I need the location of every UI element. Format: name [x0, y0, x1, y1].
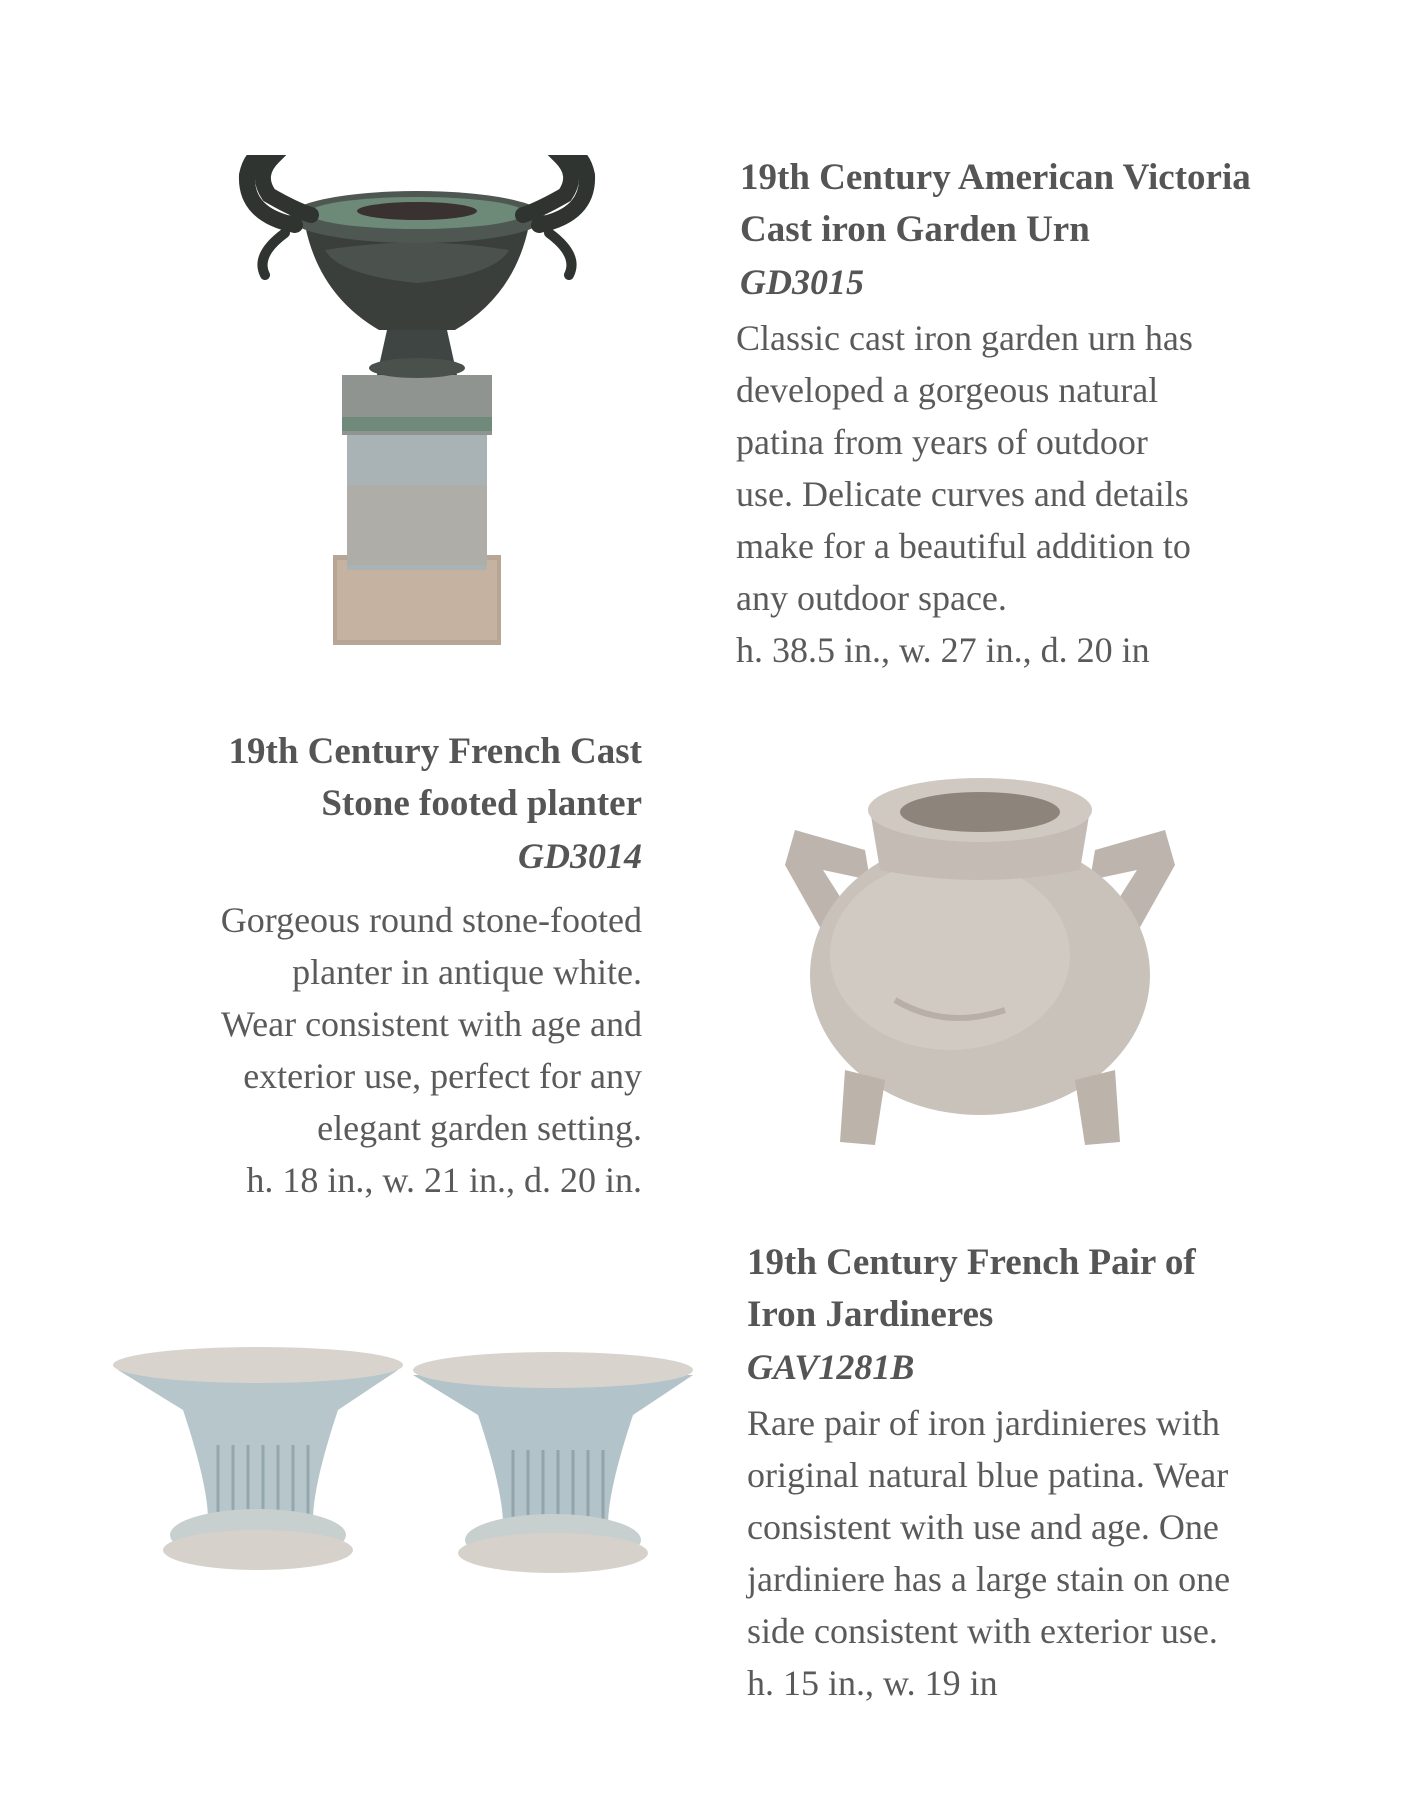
- product-description: [736, 312, 1340, 676]
- description-line: developed a gorgeous natural: [736, 370, 1159, 410]
- product-title-line: 19th Century French Pair of: [747, 1242, 1196, 1283]
- description-line: use. Delicate curves and details: [736, 474, 1189, 514]
- product-title-line: 19th Century American Victoria: [740, 157, 1251, 198]
- product-sku: GAV1281B: [747, 1347, 915, 1387]
- product-2-text: [90, 726, 642, 1206]
- product-1-text: [736, 152, 1340, 676]
- description-line: elegant garden setting.: [317, 1108, 642, 1148]
- product-title-line: Stone footed planter: [321, 783, 642, 824]
- product-photo-cast-iron-urn: [225, 155, 605, 655]
- product-dimensions: h. 38.5 in., w. 27 in., d. 20 in: [736, 630, 1150, 670]
- product-title: [740, 152, 1340, 256]
- product-title: [90, 726, 642, 830]
- product-3-text: [747, 1237, 1367, 1709]
- description-line: any outdoor space.: [736, 578, 1007, 618]
- description-line: exterior use, perfect for any: [243, 1056, 642, 1096]
- product-photo-stone-planter: [775, 770, 1185, 1160]
- product-sku: GD3014: [518, 836, 642, 876]
- description-line: planter in antique white.: [292, 952, 642, 992]
- description-line: patina from years of outdoor: [736, 422, 1148, 462]
- product-photo-iron-jardinieres: [108, 1335, 708, 1595]
- product-description: [90, 894, 642, 1206]
- product-dimensions: h. 15 in., w. 19 in: [747, 1663, 998, 1703]
- description-line: make for a beautiful addition to: [736, 526, 1191, 566]
- description-line: Rare pair of iron jardinieres with: [747, 1403, 1220, 1443]
- description-line: Wear consistent with age and: [221, 1004, 642, 1044]
- product-description: [747, 1397, 1367, 1709]
- description-line: Gorgeous round stone-footed: [220, 900, 642, 940]
- product-title: [747, 1237, 1367, 1341]
- product-title-line: Iron Jardineres: [747, 1294, 994, 1335]
- product-dimensions: h. 18 in., w. 21 in., d. 20 in.: [246, 1160, 642, 1200]
- description-line: original natural blue patina. Wear: [747, 1455, 1229, 1495]
- product-title-line: Cast iron Garden Urn: [740, 209, 1090, 250]
- description-line: consistent with use and age. One: [747, 1507, 1219, 1547]
- description-line: side consistent with exterior use.: [747, 1611, 1218, 1651]
- product-title-line: 19th Century French Cast: [228, 731, 642, 772]
- description-line: Classic cast iron garden urn has: [736, 318, 1193, 358]
- product-sku: GD3015: [740, 262, 864, 302]
- description-line: jardiniere has a large stain on one: [747, 1559, 1231, 1599]
